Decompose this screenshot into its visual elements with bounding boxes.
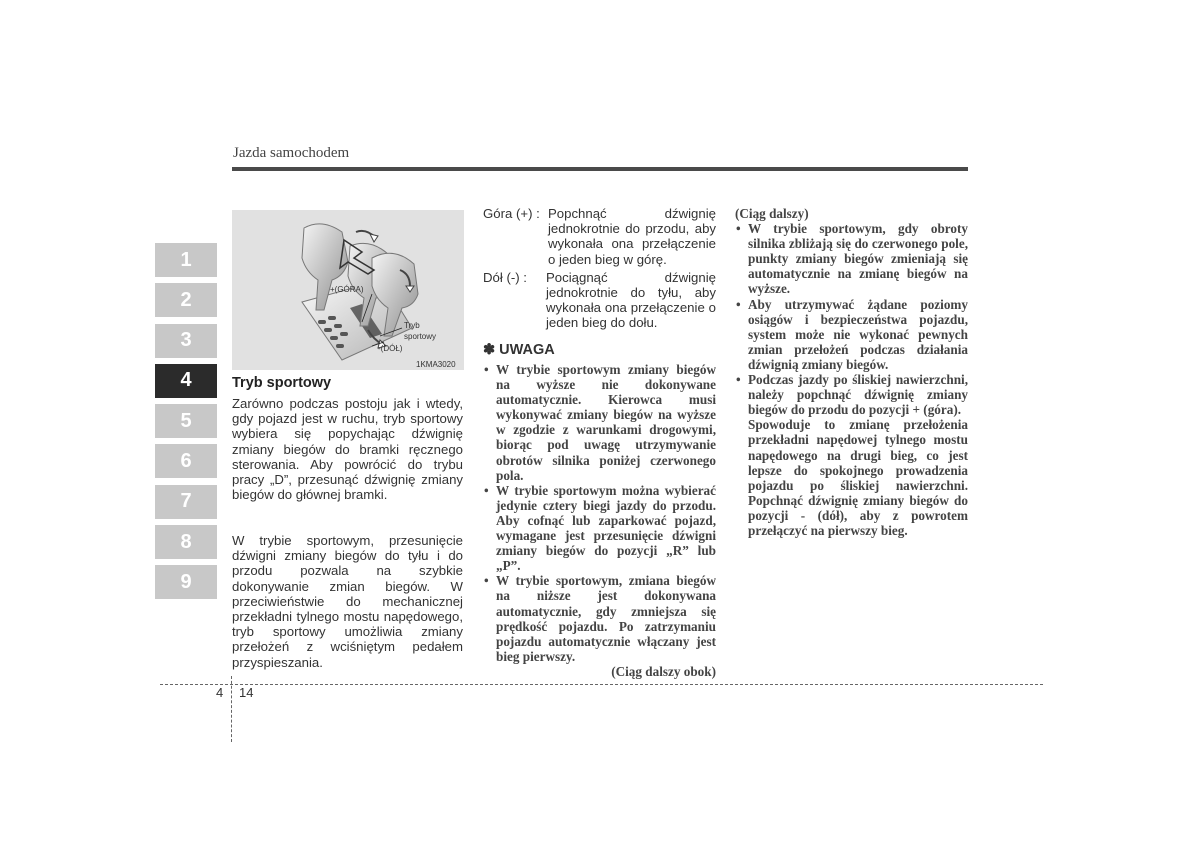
header-rule (232, 167, 968, 171)
figure-label-down: -(DÓŁ) (378, 344, 403, 353)
figure-label-sport-2: sportowy (404, 332, 437, 341)
chapter-tabs (155, 243, 217, 606)
footer-divider (231, 676, 232, 742)
note-bullet: • Aby utrzymywać żądane poziomy osiągów i bezpieczeństwa pojazdu, system może nie wykonać pewnych zmian przełożeń podczas działania dźwignią zmiany biegów. (735, 297, 968, 372)
chapter-tab-7[interactable]: 7 (155, 485, 217, 519)
chapter-tab-1[interactable]: 1 (155, 243, 217, 277)
definition-term: Góra (+) : (483, 206, 540, 221)
chapter-tab-4[interactable]: 4 (155, 364, 217, 398)
chapter-tab-6[interactable]: 6 (155, 444, 217, 478)
note-bullet: • Podczas jazdy po śliskiej nawierzchni, należy popchnąć dźwignię zmiany biegów do przodu do pozycji + (góra). (735, 372, 968, 417)
note-bullet: • W trybie sportowym, gdy obroty silnika zbliżają się do czerwonego pole, punkty zmiany biegów zmieniają się automatycznie na zmianę biegów na wyższe. (735, 221, 968, 296)
definition-row (483, 270, 716, 331)
chapter-tab-8[interactable]: 8 (155, 525, 217, 559)
figure-code: 1KMA3020 (416, 360, 456, 369)
shift-definitions (483, 206, 716, 331)
continued-header: (Ciąg dalszy) (735, 206, 809, 221)
continued-next-label: (Ciąg dalszy obok) (611, 663, 716, 679)
section-title: Tryb sportowy (232, 375, 332, 391)
definition-desc: Pociągnąć dźwignię jednokrotnie do tyłu, aby wykonała ona przełączenie o jeden bieg do dołu. (546, 269, 716, 331)
section-paragraph-1: Zarówno podczas postoju jak i wtedy, gdy pojazd jest w ruchu, tryb sportowy wybiera się popychając dźwignię zmiany biegów do bramki ręcznego sterowania. Aby powrócić do trybu pracy „D”, przesunąć dźwignię zmiany biegów do głównej bramki. (232, 396, 463, 503)
figure-label-sport-1: Tryb (404, 321, 420, 330)
note-tail-paragraph: Spowoduje to zmianę przełożenia przekładni napędowej tylnego mostu napędowego na drugi bieg, co jest lepsze do spokojnego prowadzenia pojazdu po śliskiej nawierzchni. Popchnąć dźwignię zmiany biegów do pozycji - (dół), aby z powrotem przełączyć na pierwszy bieg. (748, 417, 968, 538)
section-paragraph-2: W trybie sportowym, przesunięcie dźwigni zmiany biegów do tyłu i do przodu pozwala na szybkie dokonywanie zmian biegów. W przeciwieństwie do mechanicznej przekładni tylnego mostu napędowego, tryb sportowy umożliwia zmiany przełożeń z wciśniętym pedałem przyspieszania. (232, 533, 463, 670)
definition-term: Dół (-) : (483, 269, 527, 285)
running-header: Jazda samochodem (233, 145, 350, 161)
gear-shifter-illustration (232, 210, 464, 370)
note-bullet: • W trybie sportowym zmiany biegów na wyższe nie dokonywane automatycznie. Kierowca musi wykonywać zmiany biegów na wyższe w zgodzie z warunkami drogowymi, biorąc pod uwagę utrzymywanie obrotów silnika poniżej czerwonego pola. (483, 362, 716, 483)
note-title: ✽ UWAGA (483, 342, 555, 358)
chapter-tab-3[interactable]: 3 (155, 324, 217, 358)
note-list (483, 362, 716, 679)
footer-page-number: 14 (239, 685, 254, 700)
footer-rule (160, 684, 1043, 685)
note-bullet: • W trybie sportowym, zmiana biegów na niższe jest dokonywana automatycznie, gdy zmniejsza się prędkość pojazdu. Po zatrzymaniu pojazdu automatycznie włączany jest bieg pierwszy. (483, 573, 716, 664)
definition-row (483, 206, 716, 267)
footer-chapter-number: 4 (216, 685, 224, 700)
chapter-tab-9[interactable]: 9 (155, 565, 217, 599)
figure-label-up: +(GÓRA) (330, 285, 364, 294)
definition-desc: Popchnąć dźwignię jednokrotnie do przodu, aby wykonała ona przełączenie o jeden bieg w górę. (548, 206, 716, 267)
chapter-tab-5[interactable]: 5 (155, 404, 217, 438)
chapter-tab-2[interactable]: 2 (155, 283, 217, 317)
note-bullet: • W trybie sportowym można wybierać jedynie cztery biegi jazdy do przodu. Aby cofnąć lub zaparkować pojazd, wymagane jest przesunięcie dźwigni zmiany biegów do pozycji „R” lub „P”. (483, 483, 716, 574)
continuation-column (735, 206, 968, 538)
